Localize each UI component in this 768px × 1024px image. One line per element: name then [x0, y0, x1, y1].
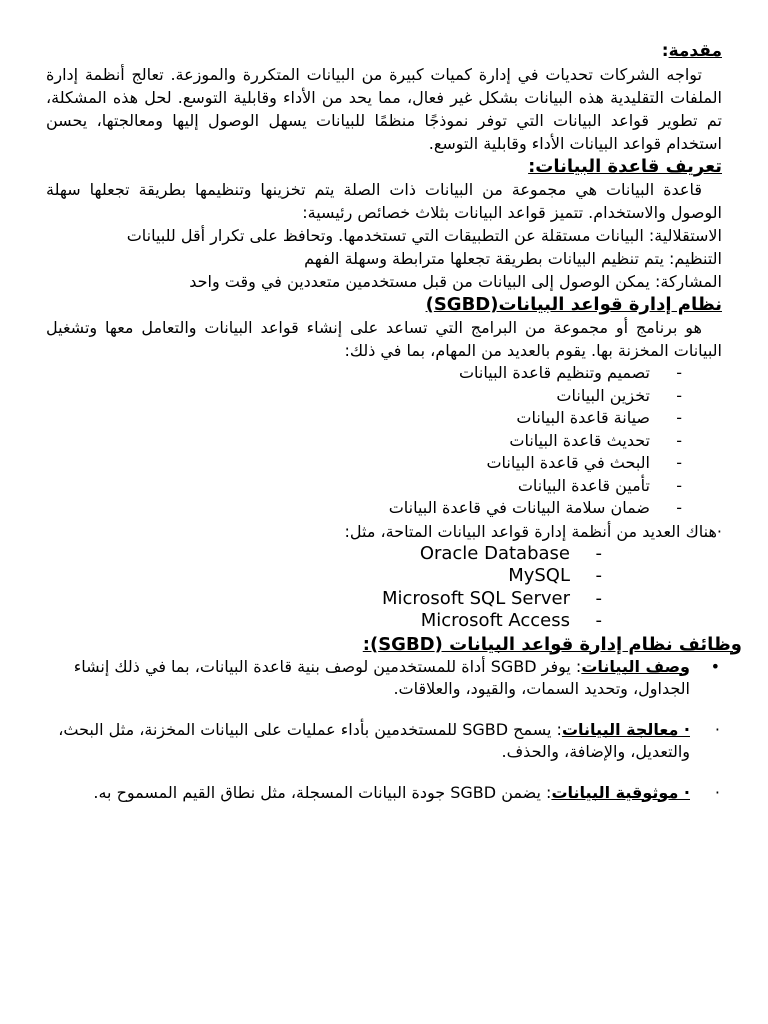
function-item-processing: [46, 719, 722, 764]
list-item: - البحث في قاعدة البيانات: [46, 452, 682, 475]
bullet-marker: •: [710, 656, 720, 676]
dash-marker: -: [595, 610, 602, 631]
list-item: - صيانة قاعدة البيانات: [46, 407, 682, 430]
systems-intro: ·هناك العديد من أنظمة إدارة قواعد البيانات المتاحة، مثل:: [344, 521, 722, 541]
intro-heading: مقدمة:: [661, 41, 722, 61]
dash-marker: -: [676, 385, 682, 405]
function-item-description: [46, 656, 722, 701]
dash-marker: -: [676, 363, 682, 382]
intro-paragraph: تواجه الشركات تحديات في إدارة كميات كبيرة من البيانات المتكررة والموزعة. تعالج أنظمة إدارة الملفات التقليدية هذه البيانات بشكل غير فعال، مما يحد من الأداء وقابلية التوسع. لحل هذه المشكلة، تم تطوير قواعد البيانات التي توفر نموذجًا منظمًا للبيانات يسهل الوصول إليها ومعالجتها، يحسن استخدام قواعد البيانات الأداء وقابلية التوسع.: [46, 65, 722, 153]
dash-marker: -: [676, 498, 682, 517]
dash-marker: -: [595, 565, 602, 586]
property-sharing: المشاركة: يمكن الوصول إلى البيانات من قبل مستخدمين متعددين في وقت واحد: [189, 272, 722, 291]
dash-marker: -: [595, 542, 602, 564]
definition-heading: تعريف قاعدة البيانات:: [528, 156, 722, 177]
dash-marker: -: [676, 475, 682, 495]
function-text: : يسمح SGBD للمستخدمين بأداء عمليات على البيانات المخزنة، مثل البحث، والتعديل، والإضافة، والحذف.: [58, 719, 690, 761]
list-item: - ضمان سلامة البيانات في قاعدة البيانات: [46, 497, 682, 520]
list-item: - تصميم وتنظيم قاعدة البيانات: [46, 362, 682, 385]
bullet-marker: ·: [714, 719, 720, 739]
list-item: - Microsoft Access: [420, 610, 602, 631]
function-text: : يضمن SGBD جودة البيانات المسجلة، مثل نطاق القيم المسموح به.: [93, 782, 552, 802]
dash-marker: -: [676, 408, 682, 427]
functions-heading: وظائف نظام إدارة قواعد البيانات (SGBD):: [362, 633, 742, 655]
list-item: - تأمين قاعدة البيانات: [46, 475, 682, 498]
function-term: · موثوقية البيانات: [551, 782, 690, 802]
dash-marker: -: [676, 430, 682, 450]
sgbd-heading: نظام إدارة قواعد البيانات(SGBD): [425, 294, 722, 315]
definition-paragraph: قاعدة البيانات هي مجموعة من البيانات ذات الصلة يتم تخزينها وتنظيمها بطريقة تجعلها سهلة الوصول والاستخدام. تتميز قواعد البيانات بثلاث خصائص رئيسية:: [46, 180, 722, 222]
bullet-marker: ·: [714, 782, 720, 802]
list-item: - Oracle Database: [419, 542, 602, 564]
function-term: · معالجة البيانات: [561, 719, 690, 739]
dbms-list: [46, 543, 722, 633]
dash-marker: -: [676, 453, 682, 472]
function-item-reliability: [46, 782, 722, 805]
property-organization: التنظيم: يتم تنظيم البيانات بطريقة تجعلها مترابطة وسهلة الفهم: [304, 249, 722, 268]
list-item: - Microsoft SQL Server: [381, 587, 602, 609]
sgbd-task-list: [46, 362, 722, 520]
property-independence: الاستقلالية: البيانات مستقلة عن التطبيقات التي تستخدمها. وتحافظ على تكرار أقل للبيانات: [126, 226, 722, 245]
document-content: [46, 40, 742, 804]
sgbd-paragraph: هو برنامج أو مجموعة من البرامج التي تساعد على إنشاء قواعد البيانات والتعامل معها وتشغيل البيانات المخزنة بها. يقوم بالعديد من المهام، بما في ذلك:: [46, 318, 722, 360]
list-item: - MySQL: [508, 565, 602, 586]
list-item: - تحديث قاعدة البيانات: [46, 430, 682, 453]
list-item: - تخزين البيانات: [46, 385, 682, 408]
function-text: : يوفر SGBD أداة للمستخدمين لوصف بنية قاعدة البيانات، بما في ذلك إنشاء الجداول، وتحديد السمات، والقيود، والعلاقات.: [73, 656, 690, 698]
dash-marker: -: [595, 587, 602, 609]
function-term: وصف البيانات: [581, 656, 690, 676]
